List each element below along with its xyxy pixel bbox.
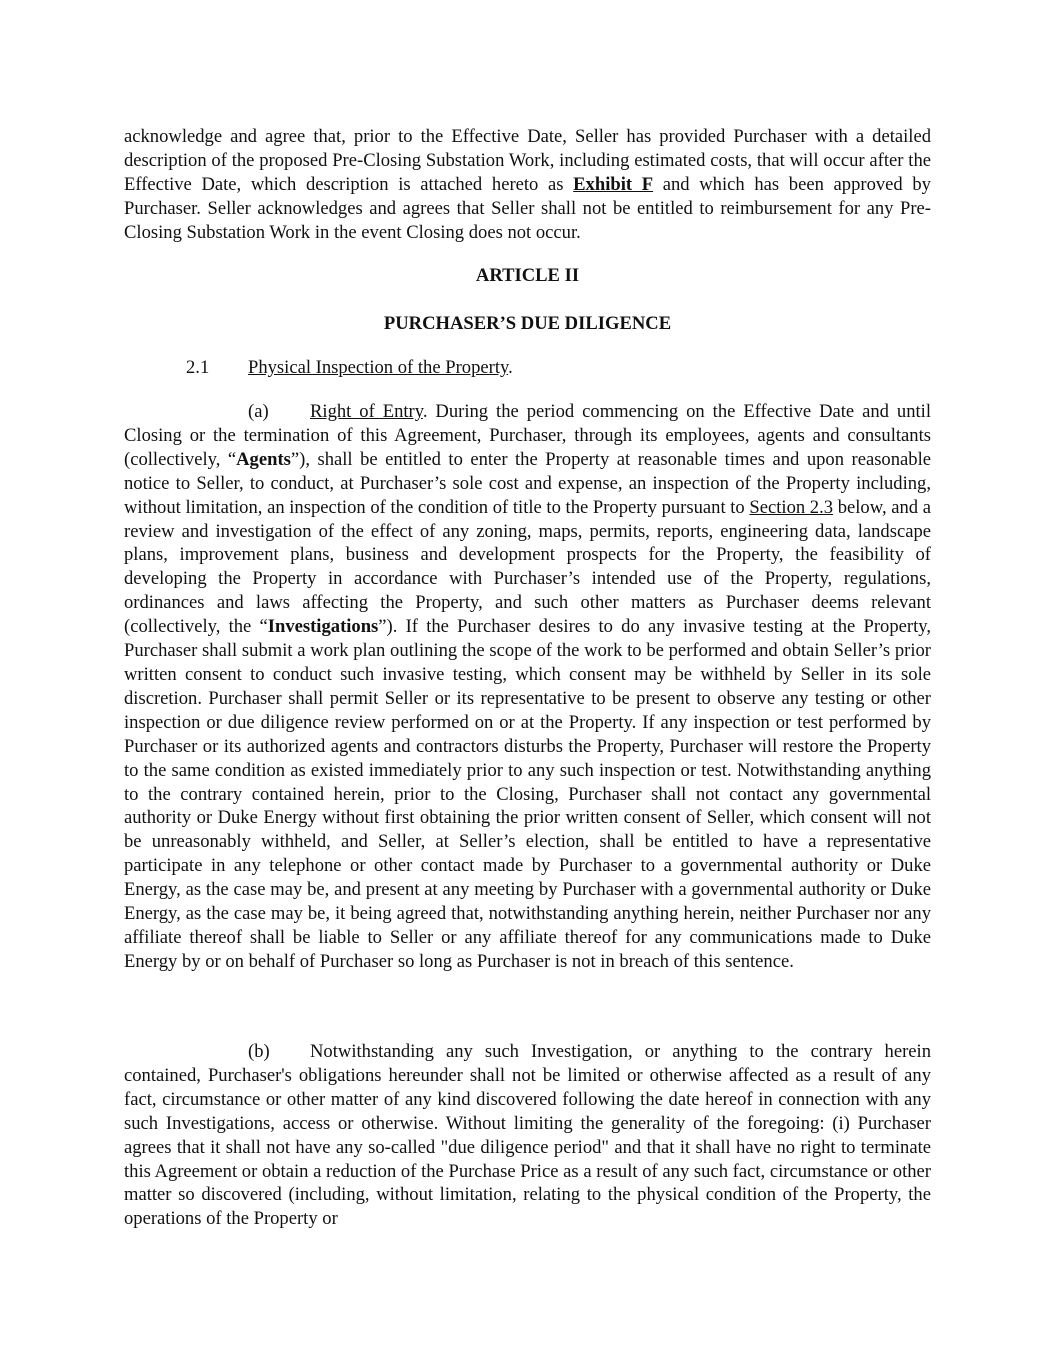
defined-term-investigations: Investigations	[267, 616, 379, 638]
article-title: PURCHASER’S DUE DILIGENCE	[383, 313, 672, 334]
section-reference: Section 2.3	[749, 496, 834, 518]
exhibit-reference: Exhibit F	[573, 173, 654, 195]
section-heading	[124, 356, 931, 380]
intro-text-continued: and which has been approved by Purchaser. Seller acknowledges and agrees that Seller shall not be entitled to reimbursement for any Pre-Closing Substation Work in the event Closing does not occur.	[124, 173, 931, 243]
section-number: 2.1	[186, 357, 210, 378]
paragraph-a-text-4: ”). If the Purchaser desires to do any invasive testing at the Property, Purchaser shall submit a work plan outlining the scope of the work to be performed and obtain Seller’s prior written consent to conduct such invasive testing, which consent may be withheld by Seller in its sole discretion. Purchaser shall permit Seller or its representative to be present to observe any testing or other inspection or due diligence review performed on or at the Property. If any inspection or test performed by Purchaser or its authorized agents and contractors disturbs the Property, Purchaser will restore the Property to the same condition as existed immediately prior to any such inspection or test. Notwithstanding anything to the contrary contained herein, prior to the Closing, Purchaser shall not contact any governmental authority or Duke Energy without first obtaining the prior written consent of Seller, which consent will not be unreasonably withheld, and Seller, at Seller’s election, shall be entitled to have a representative participate in any telephone or other contact made by Purchaser to a governmental authority or Duke Energy, as the case may be, and present at any meeting by Purchaser with a governmental authority or Duke Energy, as the case may be, it being agreed that, notwithstanding anything herein, neither Purchaser nor any affiliate thereof shall be liable to Seller or any affiliate thereof for any communications made to Duke Energy by or on behalf of Purchaser so long as Purchaser is not in breach of this sentence.	[124, 616, 931, 972]
section-title: Physical Inspection of the Property	[248, 357, 509, 378]
defined-term-agents: Agents	[236, 448, 291, 470]
paragraph-a-text-2: ”), shall be entitled to enter the Property at reasonable times and upon reasonable notice to Seller, to conduct, at Purchaser’s sole cost and expense, an inspection of the Property including, without limitation, an inspection of the condition of title to the Property pursuant to	[124, 448, 931, 518]
intro-text: acknowledge and agree that, prior to the Effective Date, Seller has provided Purchaser with a detailed description of the proposed Pre-Closing Substation Work, including estimated costs, that will occur after the Effective Date, which description is attached hereto as	[124, 126, 931, 195]
intro-paragraph	[124, 125, 931, 245]
paragraph-b-text: Notwithstanding any such Investigation, or anything to the contrary herein contained, Purchaser's obligations hereunder shall not be limited or otherwise affected as a result of any fact, circumstance or other matter of any kind discovered following the date hereof in connection with any such Investigations, access or otherwise. Without limiting the generality of the foregoing: (i) Purchaser agrees that it shall not have any so-called "due diligence period" and that it shall have no right to terminate this Agreement or obtain a reduction of the Purchase Price as a result of any such fact, circumstance or other matter so discovered (including, without limitation, relating to the physical condition of the Property, the operations of the Property or	[124, 1041, 931, 1230]
article-number: ARTICLE II	[475, 265, 580, 286]
paragraph-a-label: (a)	[248, 401, 269, 422]
paragraph-a-text: . During the period commencing on the Effective Date and until Closing or the termination of this Agreement, Purchaser, through its employees, agents and consultants (collectively, “	[124, 401, 931, 470]
right-of-entry-heading: Right of Entry	[310, 401, 423, 422]
paragraph-a	[124, 400, 931, 974]
paragraph-a-text-3: below, and a review and investigation of the effect of any zoning, maps, permits, reports, engineering data, landscape plans, improvement plans, business and development prospects for the Property, the feasibility of developing the Property in accordance with Purchaser’s intended use of the Property, regulations, ordinances and laws affecting the Property, and such other matters as Purchaser deems relevant (collectively, the “	[124, 496, 931, 638]
paragraph-b-label: (b)	[248, 1041, 270, 1062]
section-title-period: .	[508, 357, 513, 378]
paragraph-b	[124, 1040, 931, 1231]
